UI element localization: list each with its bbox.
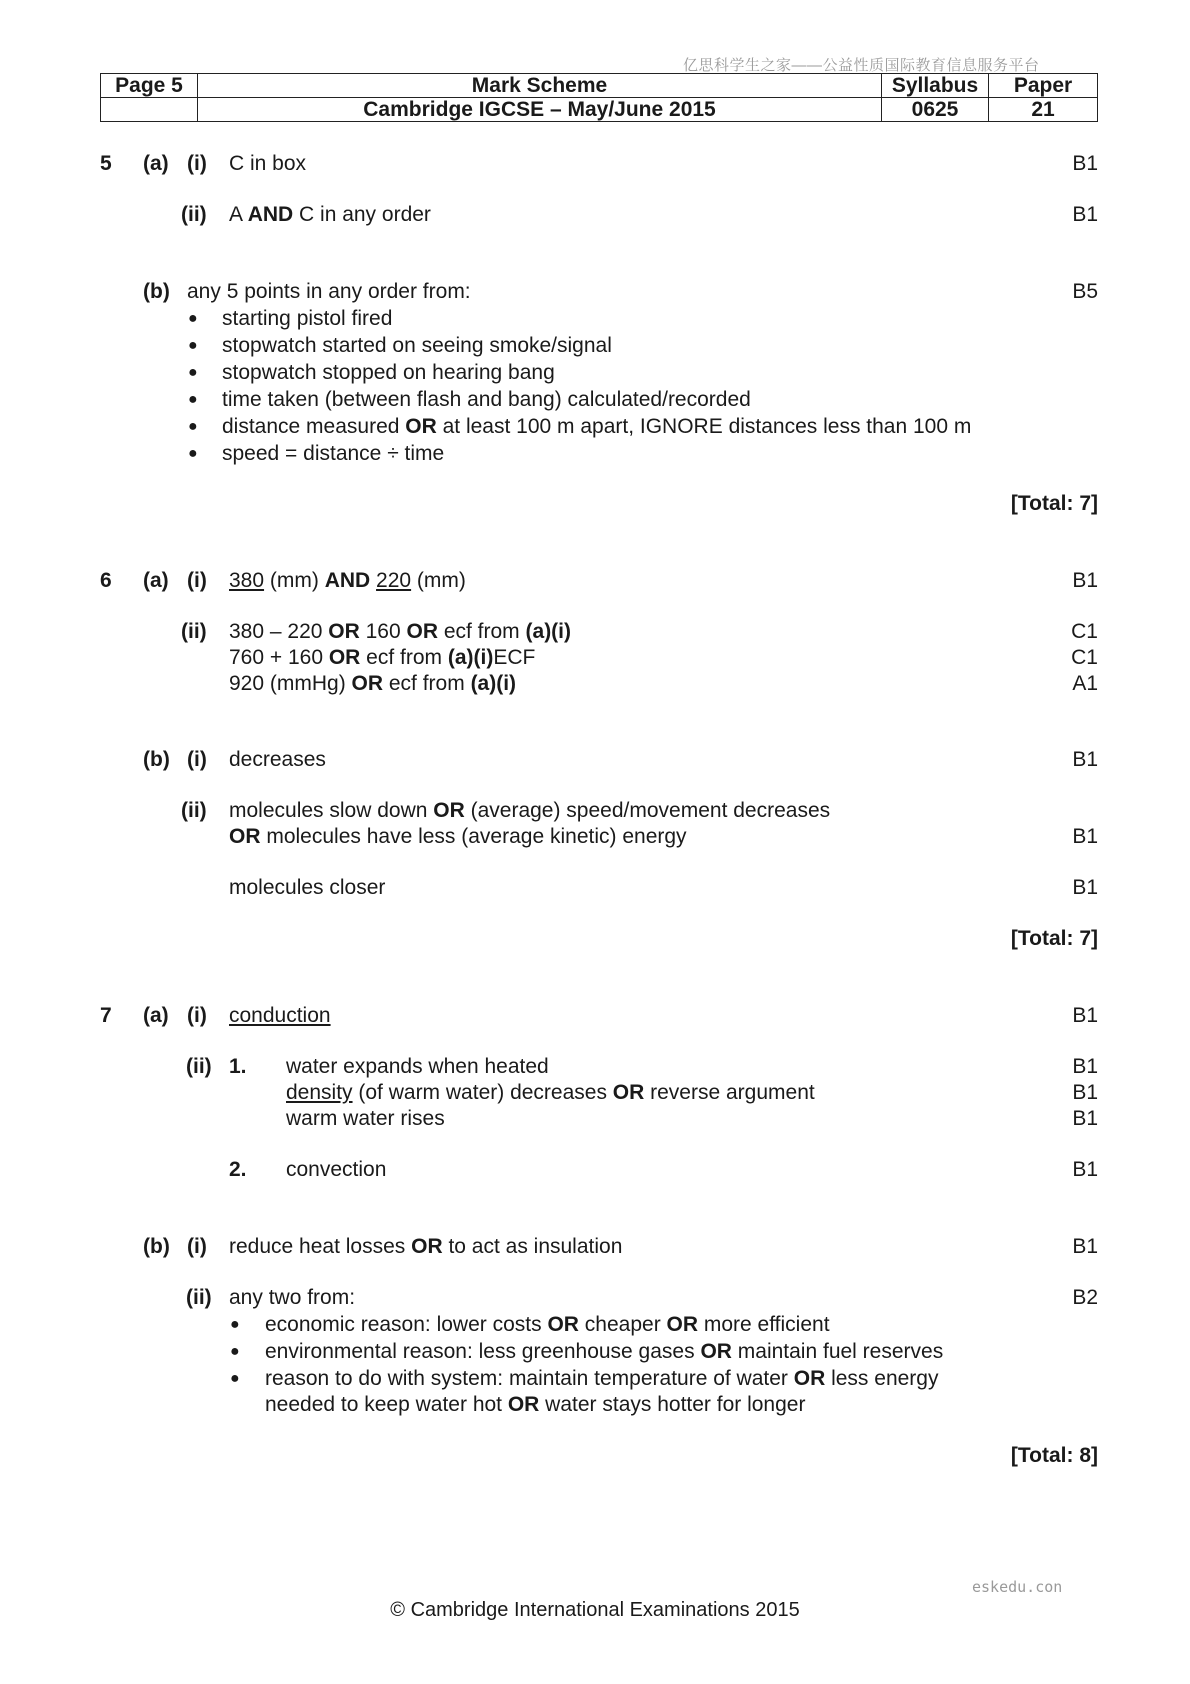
syllabus-label: Syllabus <box>882 74 989 98</box>
answer-text: any two from: <box>229 1286 356 1309</box>
answer-text: density (of warm water) decreases OR reverse argument <box>286 1081 815 1104</box>
watermark-text: 亿思科学生之家——公益性质国际教育信息服务平台 <box>683 57 1040 74</box>
part-label: (a) <box>143 152 169 175</box>
total-mark: [Total: 8] <box>1010 1444 1098 1467</box>
document-title: Mark Scheme <box>198 74 882 98</box>
mark: B1 <box>1072 825 1098 848</box>
bullet-icon: ● <box>188 418 198 435</box>
question-number: 5 <box>100 152 112 175</box>
subpart-label: (i) <box>187 569 207 592</box>
question-number: 6 <box>100 569 112 592</box>
subpart-label: (ii) <box>181 203 207 226</box>
answer-text: molecules closer <box>229 876 386 899</box>
item-number: 1. <box>229 1055 247 1078</box>
mark: C1 <box>1071 646 1098 669</box>
list-item: economic reason: lower costs OR cheaper OR more efficient <box>265 1313 830 1336</box>
total-mark: [Total: 7] <box>1010 492 1098 515</box>
answer-text: decreases <box>229 748 326 771</box>
mark: C1 <box>1071 620 1098 643</box>
list-item: stopwatch stopped on hearing bang <box>222 361 555 384</box>
mark: B1 <box>1072 1158 1098 1181</box>
answer-text: conduction <box>229 1004 331 1027</box>
list-item: distance measured OR at least 100 m apart, IGNORE distances less than 100 m <box>222 415 972 438</box>
answer-text: 920 (mmHg) OR ecf from (a)(i) <box>229 672 517 695</box>
subpart-label: (i) <box>187 748 207 771</box>
list-item: time taken (between flash and bang) calculated/recorded <box>222 388 751 411</box>
answer-text: any 5 points in any order from: <box>187 280 471 303</box>
list-item: stopwatch started on seeing smoke/signal <box>222 334 612 357</box>
part-label: (a) <box>143 569 169 592</box>
list-item-continued: needed to keep water hot OR water stays hotter for longer <box>265 1393 806 1416</box>
page-number: Page 5 <box>101 74 198 98</box>
answer-text: 380 – 220 OR 160 OR ecf from (a)(i) <box>229 620 572 643</box>
list-item: environmental reason: less greenhouse gases OR maintain fuel reserves <box>265 1340 944 1363</box>
mark: B1 <box>1072 1055 1098 1078</box>
mark: B1 <box>1072 1235 1098 1258</box>
subpart-label: (i) <box>187 1004 207 1027</box>
eskedu-watermark: eskedu.con <box>972 1578 1063 1596</box>
subpart-label: (ii) <box>181 620 207 643</box>
answer-text: warm water rises <box>286 1107 445 1130</box>
mark: B1 <box>1072 1004 1098 1027</box>
bullet-icon: ● <box>188 337 198 354</box>
paper-label: Paper <box>989 74 1098 98</box>
subpart-label: (i) <box>187 152 207 175</box>
item-number: 2. <box>229 1158 247 1181</box>
copyright-footer: © Cambridge International Examinations 2015 <box>390 1599 800 1621</box>
list-item: reason to do with system: maintain temperature of water OR less energy <box>265 1367 939 1390</box>
exam-name: Cambridge IGCSE – May/June 2015 <box>198 98 882 122</box>
part-label: (b) <box>143 280 170 303</box>
bullet-icon: ● <box>230 1316 240 1333</box>
answer-text: reduce heat losses OR to act as insulation <box>229 1235 623 1258</box>
bullet-icon: ● <box>188 391 198 408</box>
mark: B1 <box>1072 1107 1098 1130</box>
answer-text: 760 + 160 OR ecf from (a)(i)ECF <box>229 646 536 669</box>
subpart-label: (ii) <box>181 799 207 822</box>
list-item: speed = distance ÷ time <box>222 442 445 465</box>
answer-text: water expands when heated <box>286 1055 549 1078</box>
answer-text: molecules slow down OR (average) speed/movement decreases <box>229 799 831 822</box>
subpart-label: (ii) <box>186 1055 212 1078</box>
syllabus-code: 0625 <box>882 98 989 122</box>
paper-number: 21 <box>989 98 1098 122</box>
question-number: 7 <box>100 1004 112 1027</box>
bullet-icon: ● <box>188 364 198 381</box>
mark: B1 <box>1072 569 1098 592</box>
mark: A1 <box>1072 672 1098 695</box>
bullet-icon: ● <box>188 445 198 462</box>
answer-text: A AND C in any order <box>229 203 431 226</box>
bullet-icon: ● <box>230 1343 240 1360</box>
total-mark: [Total: 7] <box>1010 927 1098 950</box>
page-number-blank <box>101 98 198 122</box>
bullet-icon: ● <box>188 310 198 327</box>
part-label: (a) <box>143 1004 169 1027</box>
header-table <box>100 73 1098 122</box>
answer-text: C in box <box>229 152 307 175</box>
answer-text: 380 (mm) AND 220 (mm) <box>229 569 466 592</box>
mark: B2 <box>1072 1286 1098 1309</box>
mark: B1 <box>1072 876 1098 899</box>
mark: B1 <box>1072 203 1098 226</box>
subpart-label: (ii) <box>186 1286 212 1309</box>
part-label: (b) <box>143 748 170 771</box>
bullet-icon: ● <box>230 1370 240 1387</box>
answer-text: convection <box>286 1158 387 1181</box>
mark: B1 <box>1072 152 1098 175</box>
mark: B1 <box>1072 748 1098 771</box>
part-label: (b) <box>143 1235 170 1258</box>
answer-text: OR molecules have less (average kinetic) energy <box>229 825 687 848</box>
list-item: starting pistol fired <box>222 307 393 330</box>
subpart-label: (i) <box>187 1235 207 1258</box>
mark: B5 <box>1072 280 1098 303</box>
mark: B1 <box>1072 1081 1098 1104</box>
